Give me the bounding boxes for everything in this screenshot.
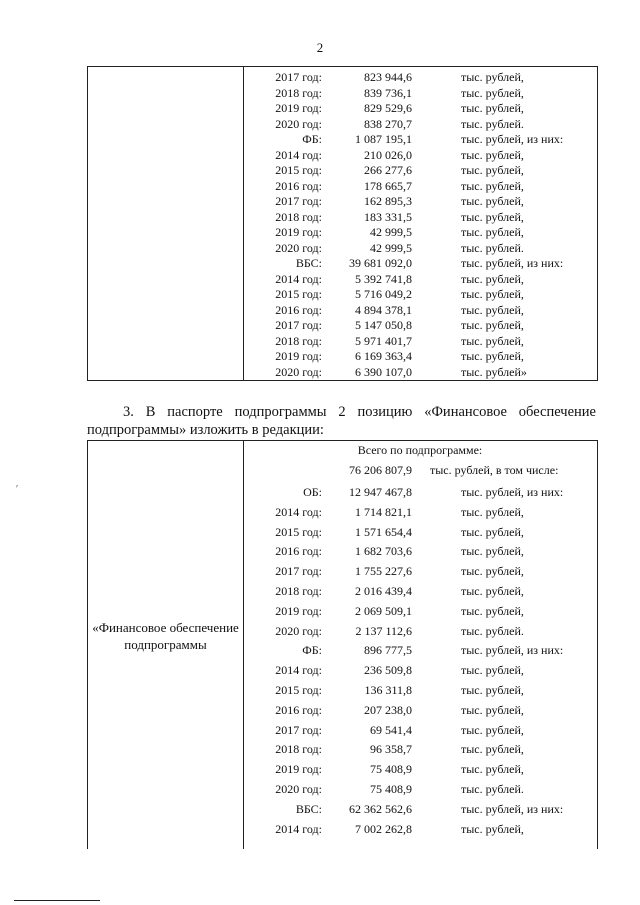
- table-row: [243, 209, 597, 225]
- row-value: 236 509,8: [364, 663, 412, 678]
- table-row: [243, 623, 597, 643]
- row-value: 75 408,9: [370, 762, 412, 777]
- table-row: [243, 642, 597, 662]
- row-label: 2019 год:: [275, 101, 322, 115]
- row-unit: тыс. рублей,: [461, 147, 524, 162]
- row-unit: тыс. рублей,: [461, 163, 524, 177]
- row-label: 2019 год:: [275, 762, 322, 777]
- row-unit: тыс. рублей.: [461, 116, 524, 131]
- row-label: 2015 год:: [275, 163, 322, 177]
- row-unit: тыс. рублей,: [461, 524, 524, 539]
- row-unit: тыс. рублей,: [461, 333, 524, 348]
- table-row: [243, 178, 597, 194]
- instruction-paragraph: [87, 403, 596, 439]
- row-unit: тыс. рублей,: [461, 742, 524, 757]
- row-value: 62 362 562,6: [349, 801, 412, 816]
- page-number: 2: [316, 40, 324, 55]
- row-label: 2018 год:: [275, 209, 322, 224]
- row-label: 2020 год:: [275, 623, 322, 638]
- row-unit: тыс. рублей,: [461, 762, 524, 777]
- financing-rows: [243, 484, 597, 840]
- table-row: [243, 821, 597, 841]
- row-label: 2020 год:: [275, 116, 322, 131]
- row-label: 2018 год:: [275, 742, 322, 757]
- row-label: ВБС:: [295, 801, 322, 816]
- row-unit: тыс. рублей, из них:: [461, 801, 564, 816]
- row-unit: тыс. рублей,: [461, 682, 524, 697]
- row-label: 2014 год:: [275, 821, 322, 836]
- row-unit: тыс. рублей,: [461, 70, 524, 84]
- row-label: 2014 год:: [275, 663, 322, 678]
- margin-mark: ʹ: [16, 484, 19, 495]
- table-row: [243, 741, 597, 761]
- table-row: [243, 722, 597, 742]
- row-unit: тыс. рублей, из них:: [461, 643, 564, 658]
- row-label: 2020 год:: [275, 364, 322, 379]
- row-label: ФБ:: [302, 643, 322, 658]
- row-unit: тыс. рублей,: [461, 318, 524, 332]
- row-value: 39 681 092,0: [349, 256, 412, 270]
- row-unit: тыс. рублей,: [461, 564, 524, 579]
- row-label: 2015 год:: [275, 524, 322, 539]
- table-row: [243, 162, 597, 178]
- row-value: 266 277,6: [364, 163, 412, 177]
- row-value: 210 026,0: [364, 147, 412, 162]
- row-value: 1 571 654,4: [355, 524, 412, 539]
- row-label: 2017 год:: [275, 722, 322, 737]
- row-value: 183 331,5: [364, 209, 412, 224]
- row-unit: тыс. рублей,: [461, 583, 524, 598]
- row-unit: тыс. рублей,: [461, 544, 524, 559]
- row-value: 829 529,6: [364, 101, 412, 115]
- row-value: 823 944,6: [364, 70, 412, 84]
- row-label: 2015 год:: [275, 287, 322, 301]
- row-unit: тыс. рублей,: [461, 821, 524, 836]
- table-row: [243, 524, 597, 544]
- row-unit: тыс. рублей.: [461, 623, 524, 638]
- total-unit: тыс. рублей, в том числе:: [430, 463, 559, 477]
- table-row: [243, 224, 597, 240]
- table-row: [243, 662, 597, 682]
- table-row: [243, 781, 597, 801]
- row-value: 12 947 467,8: [349, 485, 412, 499]
- table-row: [243, 131, 597, 147]
- row-value: 2 137 112,6: [355, 623, 412, 638]
- table-row: [243, 563, 597, 583]
- row-value: 839 736,1: [364, 85, 412, 100]
- row-unit: тыс. рублей,: [461, 349, 524, 363]
- row-value: 896 777,5: [364, 643, 412, 658]
- row-unit: тыс. рублей,: [461, 225, 524, 239]
- row-label: 2016 год:: [275, 702, 322, 717]
- row-value: 5 147 050,8: [355, 318, 412, 332]
- table-row: [243, 255, 597, 271]
- row-value: 1 087 195,1: [355, 132, 412, 146]
- row-label: 2018 год:: [275, 583, 322, 598]
- row-value: 207 238,0: [364, 702, 412, 717]
- row-unit: тыс. рублей»: [461, 364, 527, 379]
- row-unit: тыс. рублей,: [461, 722, 524, 737]
- row-label: 2017 год:: [275, 564, 322, 579]
- table-row: [243, 271, 597, 287]
- row-value: 2 016 439,4: [355, 583, 412, 598]
- table-row: [243, 348, 597, 364]
- row-value: 4 894 378,1: [355, 302, 412, 317]
- row-value: 136 311,8: [364, 682, 412, 697]
- row-unit: тыс. рублей, из них:: [461, 485, 564, 499]
- row-unit: тыс. рублей,: [461, 504, 524, 519]
- row-unit: тыс. рублей,: [461, 663, 524, 678]
- row-value: 1 682 703,6: [355, 544, 412, 559]
- row-value: 2 069 509,1: [355, 603, 412, 618]
- row-label: 2019 год:: [275, 603, 322, 618]
- row-unit: тыс. рублей,: [461, 302, 524, 317]
- table-row: [243, 147, 597, 163]
- row-value: 1 755 227,6: [355, 564, 412, 579]
- row-value: 42 999,5: [370, 225, 412, 239]
- row-label: 2015 год:: [275, 682, 322, 697]
- table-row: [243, 702, 597, 722]
- row-value: 5 971 401,7: [355, 333, 412, 348]
- table-row: [243, 333, 597, 349]
- total-label: Всего по подпрограмме:: [357, 443, 483, 457]
- row-label: 2019 год:: [275, 225, 322, 239]
- table-row: [243, 603, 597, 623]
- row-unit: тыс. рублей.: [461, 240, 524, 255]
- table-row: [243, 317, 597, 333]
- row-label: 2018 год:: [275, 85, 322, 100]
- table-row: [243, 240, 597, 256]
- row-label: 2018 год:: [275, 333, 322, 348]
- table-row: [243, 801, 597, 821]
- row-label: 2016 год:: [275, 302, 322, 317]
- subprogram-financing-table: [87, 440, 598, 849]
- row-label: 2016 год:: [275, 178, 322, 193]
- table-row: [243, 286, 597, 302]
- row-unit: тыс. рублей, из них:: [461, 256, 564, 270]
- row-label: ФБ:: [302, 132, 322, 146]
- row-label: 2020 год:: [275, 240, 322, 255]
- row-value: 178 665,7: [364, 178, 412, 193]
- row-value: 42 999,5: [370, 240, 412, 255]
- table-row: [243, 761, 597, 781]
- row-value: 7 002 262,8: [355, 821, 412, 836]
- row-unit: тыс. рублей,: [461, 271, 524, 286]
- table-row: [243, 504, 597, 524]
- row-unit: тыс. рублей,: [461, 194, 524, 208]
- row-value: 6 169 363,4: [355, 349, 412, 363]
- table-row: [243, 364, 597, 380]
- row-value: 75 408,9: [370, 781, 412, 796]
- table-row: [243, 543, 597, 563]
- table-row: [243, 302, 597, 318]
- row-unit: тыс. рублей, из них:: [461, 132, 564, 146]
- row-value: 5 392 741,8: [355, 271, 412, 286]
- table-row: [243, 116, 597, 132]
- footnote-rule: [14, 900, 100, 901]
- row-label: 2019 год:: [275, 349, 322, 363]
- row-unit: тыс. рублей.: [461, 781, 524, 796]
- row-label: 2014 год:: [275, 147, 322, 162]
- row-unit: тыс. рублей,: [461, 101, 524, 115]
- financing-table-continued: [87, 66, 598, 381]
- total-value: 76 206 807,9: [349, 463, 412, 477]
- row-unit: тыс. рублей,: [461, 209, 524, 224]
- table-row: [243, 69, 597, 85]
- row-unit: тыс. рублей,: [461, 178, 524, 193]
- row-value: 838 270,7: [364, 116, 412, 131]
- row-value: 69 541,4: [370, 722, 412, 737]
- row-unit: тыс. рублей,: [461, 85, 524, 100]
- table-row: [243, 583, 597, 603]
- row-label: 2014 год:: [275, 504, 322, 519]
- table-row: [243, 484, 597, 504]
- row-label: 2017 год:: [275, 318, 322, 332]
- table-row: [243, 193, 597, 209]
- row-unit: тыс. рублей,: [461, 702, 524, 717]
- row-label: 2014 год:: [275, 271, 322, 286]
- table-row: [243, 85, 597, 101]
- position-caption: «Финансовое обеспечение подпрограммы: [92, 620, 239, 652]
- row-unit: тыс. рублей,: [461, 603, 524, 618]
- row-label: ВБС:: [295, 256, 322, 270]
- row-label: 2020 год:: [275, 781, 322, 796]
- row-value: 1 714 821,1: [355, 504, 412, 519]
- row-unit: тыс. рублей,: [461, 287, 524, 301]
- row-value: 96 358,7: [370, 742, 412, 757]
- row-value: 162 895,3: [364, 194, 412, 208]
- row-value: 6 390 107,0: [355, 364, 412, 379]
- financing-rows: [243, 69, 597, 379]
- row-label: 2016 год:: [275, 544, 322, 559]
- table-row: [243, 100, 597, 116]
- row-label: 2017 год:: [275, 70, 322, 84]
- row-label: ОБ:: [303, 485, 322, 499]
- instruction-text: 3. В паспорте подпрограммы 2 позицию «Финансовое обеспечение подпрограммы» изложить в редакции:: [87, 404, 596, 438]
- row-value: 5 716 049,2: [355, 287, 412, 301]
- row-label: 2017 год:: [275, 194, 322, 208]
- table-row: [243, 682, 597, 702]
